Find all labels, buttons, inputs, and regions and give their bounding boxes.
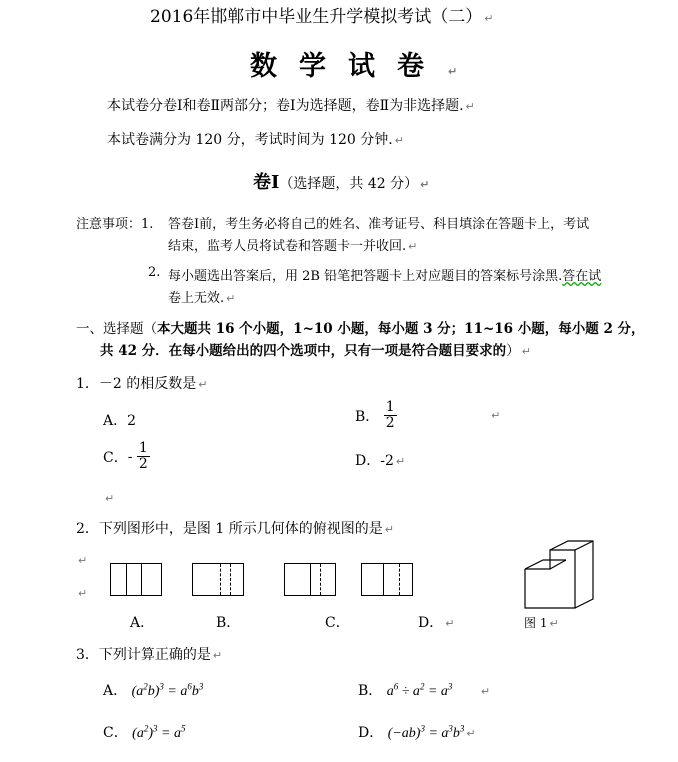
notice-2-line-1: 每小题选出答案后，用 2B 铅笔把答题卡上对应题目的答案标号涂黑.答在试 bbox=[168, 269, 602, 284]
q2-figure-d bbox=[361, 563, 413, 596]
figure-1-caption: 图 1 ↵ bbox=[524, 616, 559, 630]
question-1: 1．－2 的相反数是 ↵ bbox=[76, 376, 208, 392]
q2-figure-a bbox=[110, 563, 162, 596]
q2-label-b: B． bbox=[216, 615, 241, 631]
notice-label: 注意事项：1. bbox=[76, 217, 154, 232]
q3-option-d: D． $(-ab)^3 = a^3b^3$ ↵ bbox=[358, 723, 476, 741]
section-1-heading-line-1: 一、选择题（本大题共 16 个小题，1~10 小题，每小题 3 分；11~16 小题，每小题 2 分， bbox=[76, 321, 645, 337]
notice-2-line-2: 卷上无效. ↵ bbox=[168, 291, 236, 306]
section-heading-juan1: 卷Ⅰ（选择题，共 42 分） ↵ bbox=[253, 172, 430, 193]
q3-option-c-expression: $(a^2)^3 = a^5$ bbox=[132, 723, 186, 741]
question-3: 3．下列计算正确的是 ↵ bbox=[76, 647, 223, 663]
q2-label-a: A． bbox=[130, 615, 155, 631]
empty-paragraph: ↵ bbox=[78, 554, 88, 567]
q3-option-c: C． $(a^2)^3 = a^5$ bbox=[103, 723, 186, 741]
q3-option-b-expression: $a^6 \div a^2 = a^3$ bbox=[386, 681, 453, 699]
empty-paragraph: ↵ bbox=[105, 492, 115, 505]
notice-1-line-2: 结束，监考人员将试卷和答题卡一并收回. ↵ bbox=[168, 239, 418, 254]
q1-option-b-fraction: $\frac{1}{2}$ bbox=[385, 399, 395, 432]
section-1-heading-line-2: 共 42 分．在每小题给出的四个选项中，只有一项是符合题目要求的） ↵ bbox=[100, 343, 531, 359]
intro-line-1: 本试卷分卷Ⅰ和卷Ⅱ两部分；卷Ⅰ为选择题，卷Ⅱ为非选择题. ↵ bbox=[107, 98, 475, 114]
q2-figure-c bbox=[284, 563, 336, 596]
q1-option-c: C．- $\frac{1}{2}$ bbox=[103, 440, 148, 473]
empty-paragraph: ↵ bbox=[78, 587, 88, 600]
exam-header: 2016年邯郸市中毕业生升学模拟考试（二） ↵ bbox=[150, 7, 494, 27]
q3-option-a-expression: $(a^2b)^3 = a^6b^3$ bbox=[131, 681, 204, 699]
q1-option-d: D．-2 ↵ bbox=[355, 453, 406, 469]
q3-option-b: B． $a^6 \div a^2 = a^3$ ↵ bbox=[358, 681, 491, 699]
question-2: 2．下列图形中，是图 1 所示几何体的俯视图的是 ↵ bbox=[76, 521, 394, 537]
q1-option-c-fraction: $\frac{1}{2}$ bbox=[138, 440, 148, 473]
q3-option-d-expression: $(-ab)^3 = a^3b^3$ bbox=[387, 723, 465, 741]
q1-option-b: B． $\frac{1}{2}$ ↵ bbox=[355, 399, 501, 432]
q3-option-a: A． $(a^2b)^3 = a^6b^3$ bbox=[103, 681, 204, 699]
q2-figure-b bbox=[192, 563, 244, 596]
intro-line-2: 本试卷满分为 120 分，考试时间为 120 分钟. ↵ bbox=[107, 132, 404, 148]
q1-option-a: A．2 bbox=[103, 413, 137, 429]
figure-1-solid bbox=[520, 538, 606, 610]
notice-1-line-1: 答卷Ⅰ前，考生务必将自己的姓名、准考证号、科目填涂在答题卡上，考试 bbox=[168, 217, 590, 232]
q2-label-d: D． ↵ bbox=[418, 615, 455, 631]
notice-2-number: 2. bbox=[148, 265, 161, 280]
q2-label-c: C． bbox=[325, 615, 350, 631]
paper-title: 数学试卷 ↵ bbox=[250, 51, 458, 82]
